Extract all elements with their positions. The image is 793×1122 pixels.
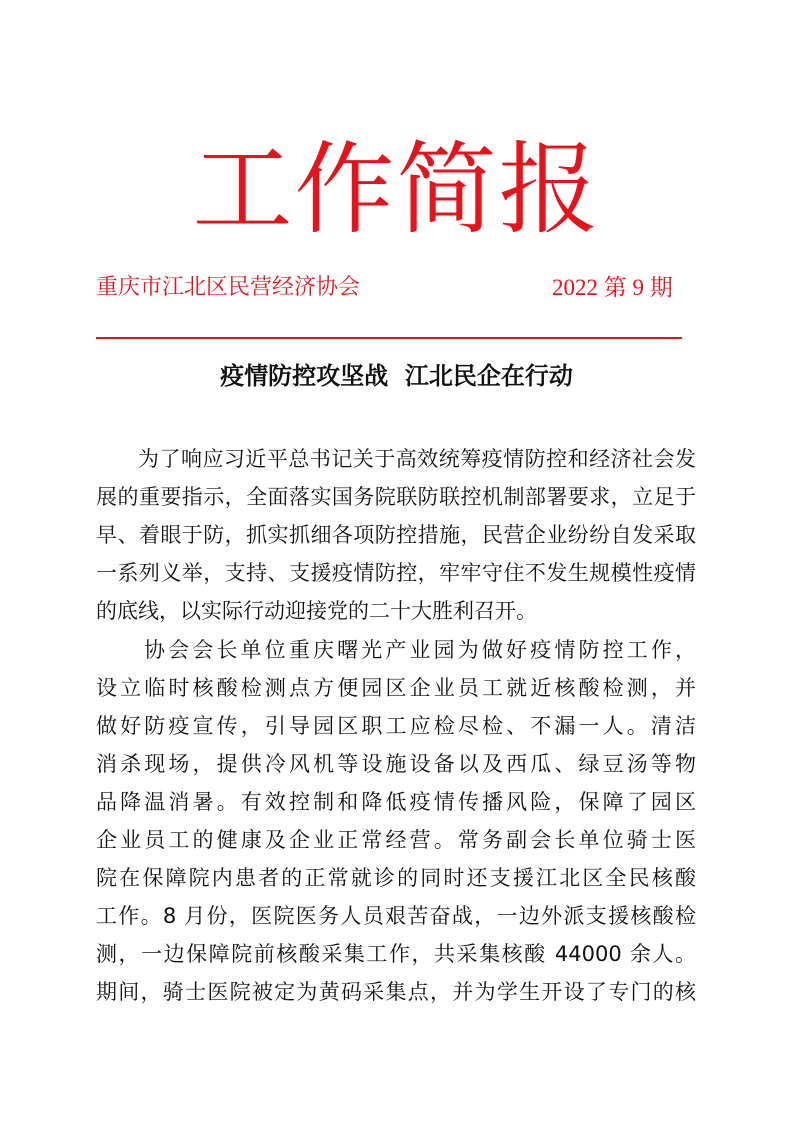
text-line: 院在保障院内患者的正常就诊的同时还支援江北区全民核酸 [96,866,696,890]
text-line: 为了响应习近平总书记关于高效统筹疫情防控和经济社会发 [138,447,696,471]
text-line: 展的重要指示，全面落实国务院联防联控机制部署要求，立足于 [96,485,696,509]
header-divider [96,337,682,339]
text-line: 的底线，以实际行动迎接党的二十大胜利召开。 [96,599,537,623]
issue-number: 2022 第 9 期 [552,275,673,300]
masthead-title: 工作简报 [192,131,601,248]
text-line: 做好防疫宣传，引导园区职工应检尽检、不漏一人。清洁 [96,714,696,738]
text-line: 协会会长单位重庆曙光产业园为做好疫情防控工作， [144,638,696,662]
text-line: 一系列义举，支持、支援疫情防控，牢牢守住不发生规模性疫情 [96,561,696,585]
text-line: 消杀现场，提供冷风机等设施设备以及西瓜、绿豆汤等物 [96,752,696,776]
text-line: 测，一边保障院前核酸采集工作，共采集核酸 44000 余人。 [96,942,696,966]
text-line: 工作。8 月份，医院医务人员艰苦奋战，一边外派支援核酸检 [96,904,696,928]
text-line: 期间，骑士医院被定为黄码采集点，并为学生开设了专门的核 [96,980,696,1004]
text-line: 早、着眼于防，抓实抓细各项防控措施，民营企业纷纷自发采取 [96,523,696,547]
text-line: 设立临时核酸检测点方便园区企业员工就近核酸检测，并 [96,676,696,700]
organization-name: 重庆市江北区民营经济协会 [96,275,361,300]
text-line: 企业员工的健康及企业正常经营。常务副会长单位骑士医 [96,828,696,852]
text-line: 品降温消暑。有效控制和降低疫情传播风险，保障了园区 [96,790,696,814]
article-headline: 疫情防控攻坚战 江北民企在行动 [220,361,573,390]
